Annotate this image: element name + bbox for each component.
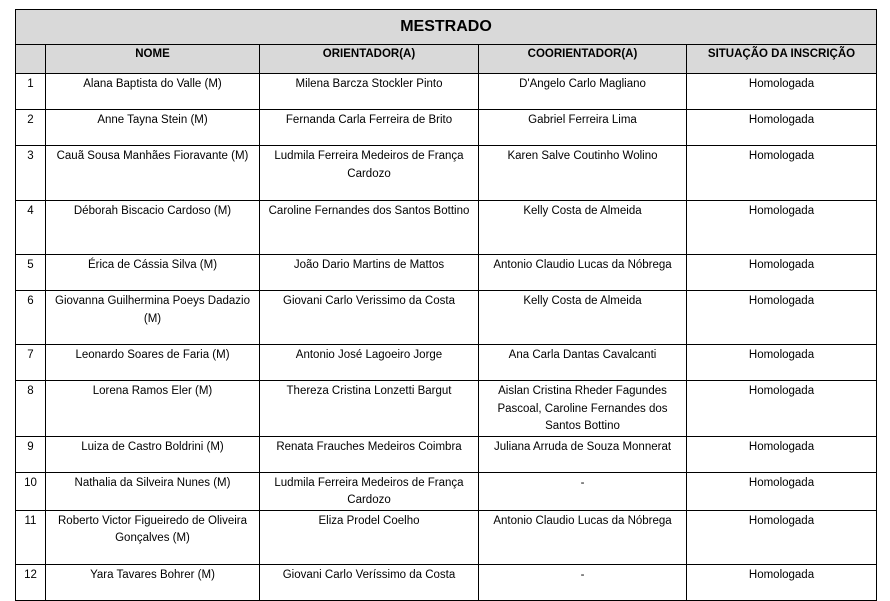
student-name: Lorena Ramos Eler (M) bbox=[46, 381, 260, 437]
student-name: Érica de Cássia Silva (M) bbox=[46, 255, 260, 291]
registration-status: Homologada bbox=[687, 381, 877, 437]
advisor-name: Fernanda Carla Ferreira de Brito bbox=[260, 110, 479, 146]
row-number: 7 bbox=[16, 345, 46, 381]
registration-status: Homologada bbox=[687, 510, 877, 564]
registration-status: Homologada bbox=[687, 74, 877, 110]
row-number: 5 bbox=[16, 255, 46, 291]
advisor-name: Giovani Carlo Veríssimo da Costa bbox=[260, 564, 479, 600]
student-name: Alana Baptista do Valle (M) bbox=[46, 74, 260, 110]
registration-status: Homologada bbox=[687, 472, 877, 510]
row-number: 1 bbox=[16, 74, 46, 110]
advisor-name: Ludmila Ferreira Medeiros de França Cardozo bbox=[260, 472, 479, 510]
row-number: 10 bbox=[16, 472, 46, 510]
registration-status: Homologada bbox=[687, 564, 877, 600]
document-page bbox=[15, 9, 877, 601]
table-title: MESTRADO bbox=[16, 10, 877, 45]
header-number bbox=[16, 45, 46, 74]
advisor-name: Giovani Carlo Verissimo da Costa bbox=[260, 291, 479, 345]
student-name: Déborah Biscacio Cardoso (M) bbox=[46, 201, 260, 255]
advisor-name: Ludmila Ferreira Medeiros de França Cardozo bbox=[260, 146, 479, 201]
header-orientador: ORIENTADOR(A) bbox=[260, 45, 479, 74]
table-row bbox=[16, 510, 877, 564]
coadvisor-name: Gabriel Ferreira Lima bbox=[479, 110, 687, 146]
coadvisor-name: D'Angelo Carlo Magliano bbox=[479, 74, 687, 110]
coadvisor-name: - bbox=[479, 564, 687, 600]
registration-status: Homologada bbox=[687, 255, 877, 291]
mestrado-table bbox=[15, 9, 877, 601]
table-row bbox=[16, 74, 877, 110]
table-row bbox=[16, 345, 877, 381]
row-number: 3 bbox=[16, 146, 46, 201]
coadvisor-name: Aislan Cristina Rheder Fagundes Pascoal, Caroline Fernandes dos Santos Bottino bbox=[479, 381, 687, 437]
row-number: 9 bbox=[16, 436, 46, 472]
row-number: 12 bbox=[16, 564, 46, 600]
registration-status: Homologada bbox=[687, 146, 877, 201]
student-name: Roberto Victor Figueiredo de Oliveira Gonçalves (M) bbox=[46, 510, 260, 564]
registration-status: Homologada bbox=[687, 345, 877, 381]
coadvisor-name: - bbox=[479, 472, 687, 510]
registration-status: Homologada bbox=[687, 201, 877, 255]
row-number: 8 bbox=[16, 381, 46, 437]
coadvisor-name: Juliana Arruda de Souza Monnerat bbox=[479, 436, 687, 472]
coadvisor-name: Kelly Costa de Almeida bbox=[479, 201, 687, 255]
header-coorientador: COORIENTADOR(A) bbox=[479, 45, 687, 74]
student-name: Nathalia da Silveira Nunes (M) bbox=[46, 472, 260, 510]
advisor-name: Antonio José Lagoeiro Jorge bbox=[260, 345, 479, 381]
table-row bbox=[16, 201, 877, 255]
table-row bbox=[16, 564, 877, 600]
table-row bbox=[16, 381, 877, 437]
header-row bbox=[16, 45, 877, 74]
coadvisor-name: Karen Salve Coutinho Wolino bbox=[479, 146, 687, 201]
registration-status: Homologada bbox=[687, 110, 877, 146]
registration-status: Homologada bbox=[687, 436, 877, 472]
student-name: Cauã Sousa Manhães Fioravante (M) bbox=[46, 146, 260, 201]
coadvisor-name: Kelly Costa de Almeida bbox=[479, 291, 687, 345]
row-number: 6 bbox=[16, 291, 46, 345]
coadvisor-name: Antonio Claudio Lucas da Nóbrega bbox=[479, 255, 687, 291]
coadvisor-name: Ana Carla Dantas Cavalcanti bbox=[479, 345, 687, 381]
table-row bbox=[16, 255, 877, 291]
header-nome: NOME bbox=[46, 45, 260, 74]
table-row bbox=[16, 110, 877, 146]
advisor-name: Thereza Cristina Lonzetti Bargut bbox=[260, 381, 479, 437]
student-name: Giovanna Guilhermina Poeys Dadazio (M) bbox=[46, 291, 260, 345]
student-name: Luiza de Castro Boldrini (M) bbox=[46, 436, 260, 472]
student-name: Yara Tavares Bohrer (M) bbox=[46, 564, 260, 600]
header-situacao: SITUAÇÃO DA INSCRIÇÃO bbox=[687, 45, 877, 74]
table-row bbox=[16, 472, 877, 510]
coadvisor-name: Antonio Claudio Lucas da Nóbrega bbox=[479, 510, 687, 564]
table-row bbox=[16, 291, 877, 345]
advisor-name: Caroline Fernandes dos Santos Bottino bbox=[260, 201, 479, 255]
row-number: 2 bbox=[16, 110, 46, 146]
row-number: 4 bbox=[16, 201, 46, 255]
registration-status: Homologada bbox=[687, 291, 877, 345]
advisor-name: João Dario Martins de Mattos bbox=[260, 255, 479, 291]
student-name: Anne Tayna Stein (M) bbox=[46, 110, 260, 146]
advisor-name: Milena Barcza Stockler Pinto bbox=[260, 74, 479, 110]
row-number: 11 bbox=[16, 510, 46, 564]
advisor-name: Renata Frauches Medeiros Coimbra bbox=[260, 436, 479, 472]
student-name: Leonardo Soares de Faria (M) bbox=[46, 345, 260, 381]
table-row bbox=[16, 146, 877, 201]
advisor-name: Eliza Prodel Coelho bbox=[260, 510, 479, 564]
table-row bbox=[16, 436, 877, 472]
